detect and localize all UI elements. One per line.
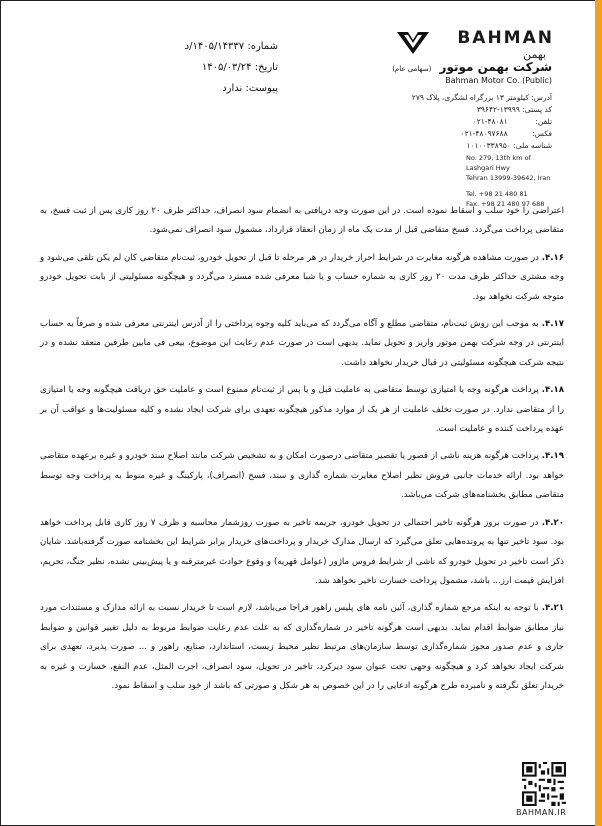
- accent-stripe: [595, 0, 602, 826]
- fax-value: ۰۲۱-۴۸۰۹۷۶۸۸: [460, 129, 508, 138]
- address-fa: [392, 92, 552, 152]
- paragraph: ۴.۲۰. در صورت بروز هرگونه تاخیر احتمالی در تحویل خودرو، جریمه تاخیر به صورت روزشمار محاسبه و ظرف ۷ روز کاری قابل پرداخت خواهد بود. سود تاخیر تنها به پرونده‌هایی تعلق می‌گیرد که ارسال مدارک خریدار و پرداخت‌های خریدار برابر شرایط این بخشنامه صورت گرفته‌باشد. شایان ذکر است تاخیر در تحویل خودرو که ناشی از شرایط فروس ماژور (عوامل قهریه) و وقوع حوادث غیرمترقبه و یا پیش‌بینی نشده، نظیر جنگ، تحریم، افزایش قیمت ارز... باشد، مشمول پرداخت خسارت تاخیر نخواهد شد.: [40, 517, 564, 586]
- company-name-en: Bahman Motor Co. (Public): [445, 76, 552, 85]
- letter-body: [40, 202, 564, 704]
- company-name-fa: [392, 60, 552, 74]
- paragraph: اعتراضی را خود سلب و اسقاط نموده است. در این صورت وجه دریافتی به انضمام سود انصراف، حداکثر ظرف ۲۰ روز کاری پس از ثبت فسخ، به متقاضی پرداخت می‌گردد. فسخ متقاضی قبل از مدت یک ماه از زمان انعقاد قرارداد، مشمول سود انصراف نمی‌شود.: [40, 206, 564, 236]
- address-en: [466, 153, 552, 209]
- paragraph: ۴.۲۱. با توجه به اینکه مرجع شماره گذاری، آئین نامه های پلیس راهور فراجا می‌باشد، لازم است تا خریدار نسبت به ارائه مدارک و مستندات مورد نیاز مطابق ضوابط اقدام نماید. بدیهی است هرگونه تاخیر در شماره‌گذاری که به علت عدم رعایت ضوابط مربوط به دلیل تغییر قوانین و ضوابط جاری و عدم صدور مجوز شماره‌گذاری توسط سازمان‌های مرتبط نظیر محیط زیست، استاندارد، صنایع، راهور و ... صورت پذیرد، تعهدی برای شرکت ایجاد نخواهد کرد و هیچگونه وجهی تحت عنوان سود دیرکرد، تاخیر در تحویل، سود انصراف، اجرت المثل، عدم النفع، خسارت و غیره به خریدار تعلق نگرفته و نامبرده طرح هرگونه ادعایی را در این خصوص به هر شکل و صورتی که باشد از خود سلب و اسقاط نمود.: [40, 603, 564, 691]
- clause-number: ۴.۲۰.: [541, 517, 564, 528]
- phone-row: [392, 116, 552, 128]
- letter-attachment: پیوست: ندارد: [222, 83, 278, 94]
- paragraph: ۴.۱۶. در صورت مشاهده هرگونه مغایرت در شرایط احراز خریدار در هر مرحله تا قبل از تحویل خودرو، ثبت‌نام متقاضی کان لم یکن تلقی می‌شود و وجه مشتری حداکثر ظرف مدت ۲۰ روز کاری به شماره حساب و یا شبا معرفی شده مسترد می‌گردد و هیچگونه مسئولیتی از بابت تحویل خودرو متوجه شرکت نخواهد بود.: [40, 252, 564, 302]
- company-type: (سهامی عام): [392, 65, 432, 73]
- clause-number: ۴.۱۸.: [541, 385, 564, 396]
- clause-number: ۴.۱۹.: [541, 451, 564, 462]
- paragraph: ۴.۱۸. پرداخت هرگونه وجه یا امتیازی توسط متقاضی به عاملیت قبل و یا پس از ثبت‌نام ممنوع است و عاملیت حق دریافت هیچگونه وجه یا امتیازی را از متقاضی ندارد. در صورت تخلف عاملیت از هر یک از موارد مذکور هیچگونه تعهدی برای شرکت ایجاد نشده و کلیه مسئولیت‌ها و عواقب آن بر عهده پرداخت کننده و عاملیت است.: [40, 385, 564, 435]
- company-name: شرکت بهمن موتور: [439, 60, 552, 74]
- brand-name-en: BAHMAN: [457, 28, 554, 48]
- postal-code: کد پستی: ۱۳۹۹۹-۳۹۶۴۲: [476, 105, 552, 114]
- brand-name-fa: بهمن: [523, 48, 546, 61]
- letter-date: تاریخ: ۱۴۰۵/۰۳/۲۴: [201, 62, 278, 73]
- paragraph: ۴.۱۹. پرداخت هرگونه هزینه ناشی از قصور یا تقصیر متقاضی درصورت امکان و به تشخیص شرکت مانند اصلاح سند خودرو و غیره برعهده متقاضی خواهد بود. ارائه خدمات جانبی فروش نظیر اصلاح مغایرت شماره گذاری و سند، فسخ (انصراف)، پارکینگ و غیره منوط به پرداخت وجه توسط متقاضی مطابق بخشنامه‌های شرکت می‌باشد.: [40, 451, 564, 501]
- fax-en: Fax. +98 21 480 97 688: [466, 200, 545, 208]
- clause-number: ۴.۱۶.: [541, 252, 564, 263]
- phone-value: ۰۲۱-۴۸۰۸۱: [472, 117, 508, 126]
- tel-en: Tel. +98 21 480 81: [466, 190, 528, 198]
- bahman-emblem-icon: [396, 30, 430, 56]
- paragraph: ۴.۱۷. به موجب این روش ثبت‌نام، متقاضی مطلع و آگاه می‌گردد که می‌باید کلیه وجوه پرداختی را از آدرس اینترنتی معرفی شده و صرفاً به حساب اینترنتی در وجه شرکت بهمن موتور واریز و تحویل نماید. بدیهی است در صورت عدم رعایت این موضوع، بیعی فی مابین طرفین منعقد نشده و در نتیجه شرکت هیچگونه مسئولیتی در قبال خریدار نخواهد داشت.: [40, 319, 564, 368]
- address-en-line1: No. 279, 13th km of Lashgari Hwy: [466, 154, 531, 172]
- website-url: BAHMAN.IR: [516, 808, 567, 817]
- address-en-line2: Tehran 13999-39642, Iran: [466, 174, 551, 182]
- fax-label: فکس:: [532, 129, 552, 138]
- company-block: [392, 60, 552, 85]
- clause-number: ۴.۱۷.: [541, 319, 564, 330]
- address-line: آدرس: کیلومتر ۱۳ بزرگراه لشگری، پلاک ۲۷۹: [411, 93, 552, 102]
- fax-row: [392, 128, 552, 140]
- phone-label: تلفن:: [535, 117, 552, 126]
- letter-metadata: [118, 36, 278, 99]
- qr-code-icon: [522, 762, 566, 806]
- clause-number: ۴.۲۱.: [541, 603, 564, 614]
- national-id: شناسه ملی: ۱۰۱۰۰۳۳۸۹۵۰: [466, 141, 552, 150]
- letter-number: شماره: ۱۴۰۵/۱۴۳۳۷/د: [184, 41, 278, 52]
